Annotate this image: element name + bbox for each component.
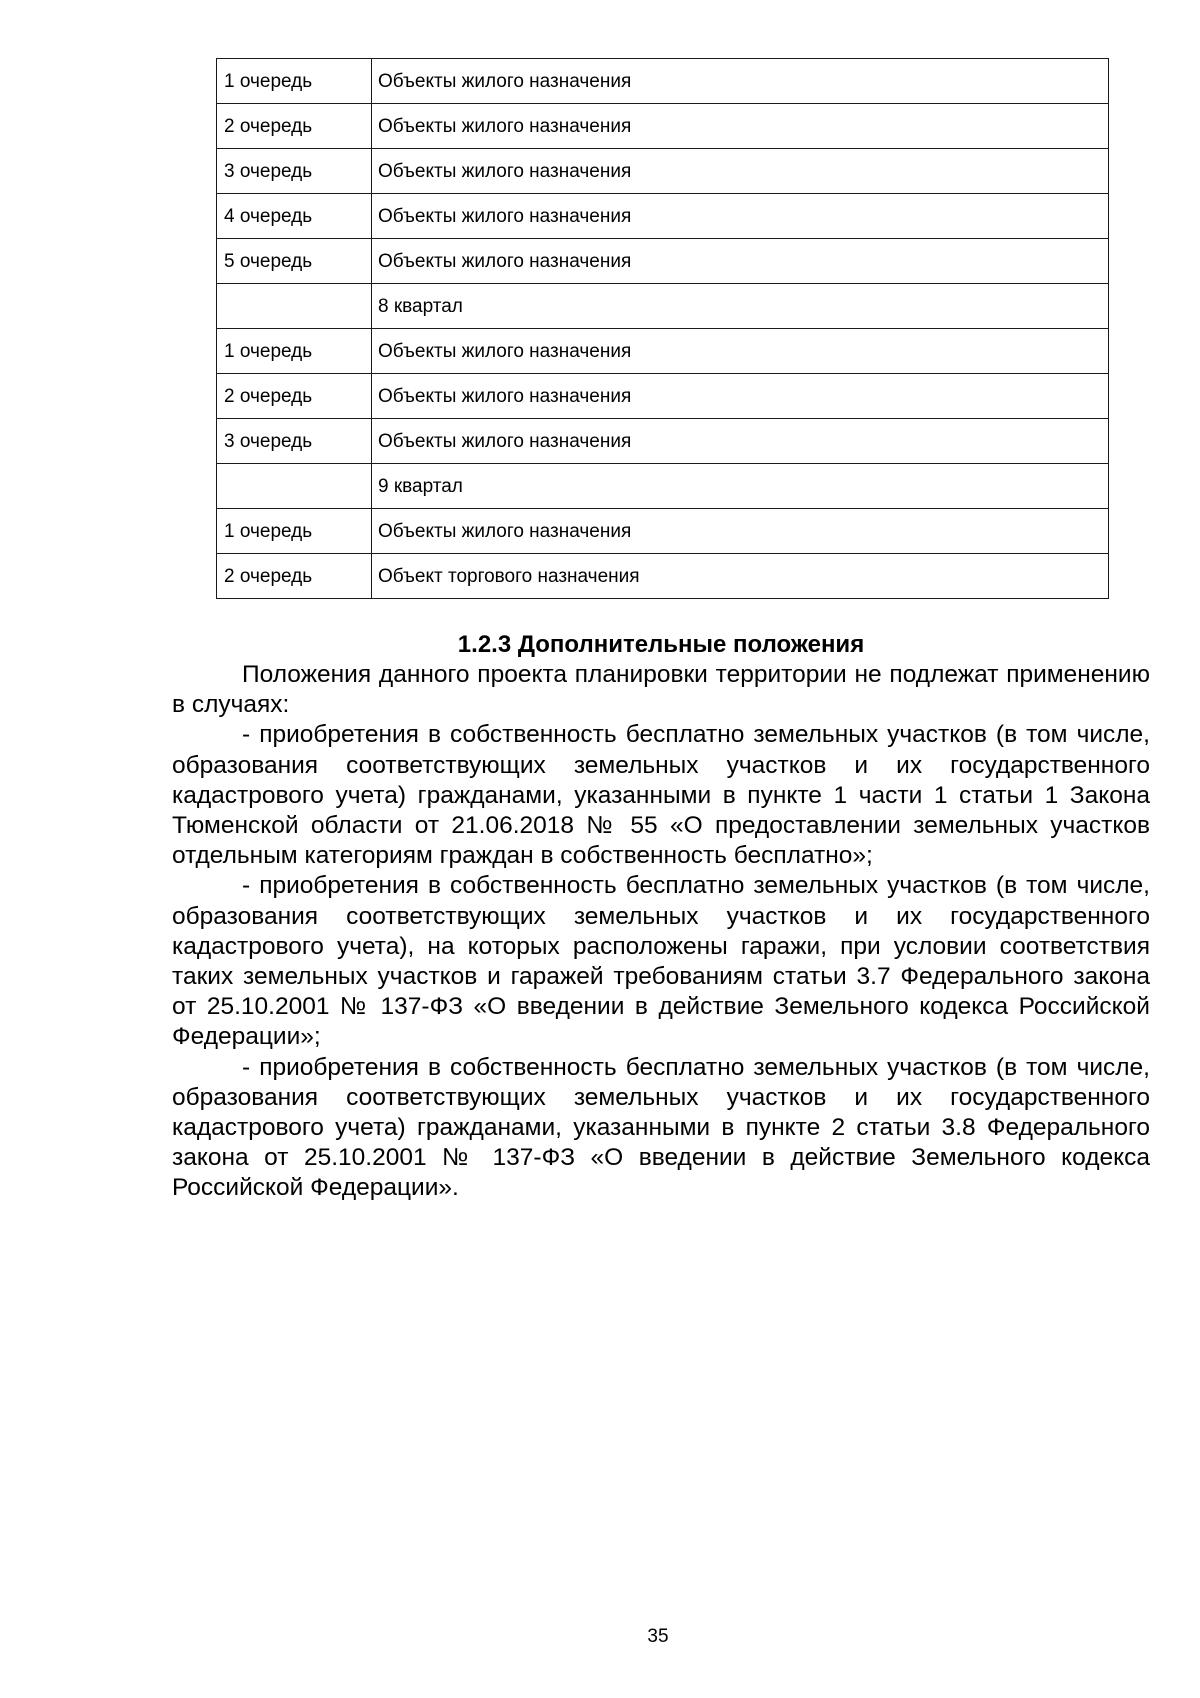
object-cell: Объекты жилого назначения [372,239,1109,284]
table-row [217,419,1109,464]
object-cell: Объекты жилого назначения [372,104,1109,149]
table-row [217,239,1109,284]
object-cell: Объекты жилого назначения [372,329,1109,374]
quarter-header-row [217,284,1109,329]
stage-cell: 3 очередь [217,149,372,194]
table-row [217,554,1109,599]
section-body [172,660,1150,1204]
object-cell: Объекты жилого назначения [372,149,1109,194]
quarter-label-cell: 9 квартал [372,464,1109,509]
quarter-label-cell: 8 квартал [372,284,1109,329]
stage-cell: 3 очередь [217,419,372,464]
object-cell: Объекты жилого назначения [372,509,1109,554]
intro-paragraph: Положения данного проекта планировки территории не подлежат применению в случаях: [172,661,1150,719]
table-row [217,104,1109,149]
stage-cell: 2 очередь [217,554,372,599]
stage-cell: 1 очередь [217,329,372,374]
table-row [217,194,1109,239]
stage-cell [217,284,372,329]
construction-stages-table [216,58,1109,599]
object-cell: Объекты жилого назначения [372,194,1109,239]
section-title: 1.2.3 Дополнительные положения [457,631,865,658]
stage-cell: 2 очередь [217,374,372,419]
stage-cell [217,464,372,509]
table-row [217,149,1109,194]
stage-cell: 1 очередь [217,509,372,554]
quarter-header-row [217,464,1109,509]
list-item-paragraph: - приобретения в собственность бесплатно земельных участков (в том числе, образования соответствующих земельных участков и их государственного кадастрового учета), на которых расположены гаражи, при условии соответствия таких земельных участков и гаражей требованиям статьи 3.7 Федерального закона от 25.10.2001 № 137-ФЗ «О введении в действие Земельного кодекса Российской Федерации»; [172,872,1150,1051]
table-row [217,509,1109,554]
list-item-paragraph: - приобретения в собственность бесплатно земельных участков (в том числе, образования соответствующих земельных участков и их государственного кадастрового учета) гражданами, указанными в пункте 2 статьи 3.8 Федерального закона от 25.10.2001 № 137-ФЗ «О введении в действие Земельного кодекса Российской Федерации». [172,1053,1150,1202]
table-row [217,374,1109,419]
stage-cell: 2 очередь [217,104,372,149]
table-row [217,59,1109,104]
list-item-paragraph: - приобретения в собственность бесплатно земельных участков (в том числе, образования соответствующих земельных участков и их государственного кадастрового учета) гражданами, указанными в пункте 1 части 1 статьи 1 Закона Тюменской области от 21.06.2018 № 55 «О предоставлении земельных участков отдельным категориям граждан в собственность бесплатно»; [172,721,1150,870]
stage-cell: 4 очередь [217,194,372,239]
stage-cell: 1 очередь [217,59,372,104]
object-cell: Объект торгового назначения [372,554,1109,599]
page-number: 35 [647,1626,669,1647]
stage-cell: 5 очередь [217,239,372,284]
object-cell: Объекты жилого назначения [372,419,1109,464]
object-cell: Объекты жилого назначения [372,374,1109,419]
table-row [217,329,1109,374]
object-cell: Объекты жилого назначения [372,59,1109,104]
